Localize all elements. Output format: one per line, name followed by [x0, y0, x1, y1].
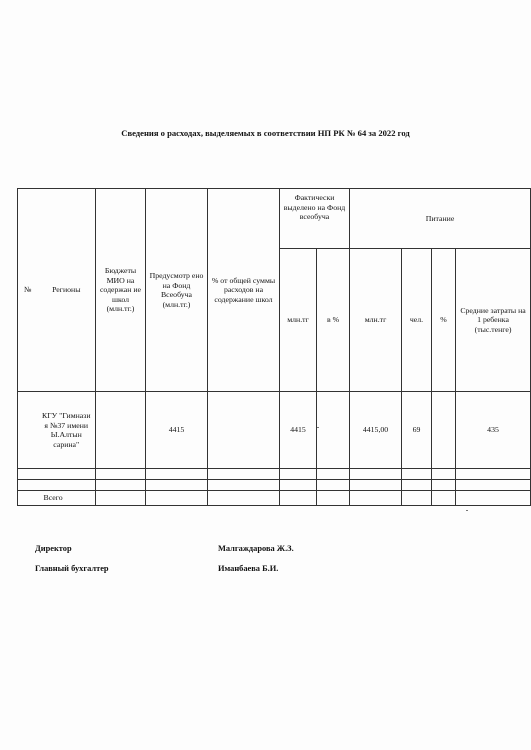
header-num: №: [18, 189, 38, 392]
accountant-title: Главный бухгалтер: [35, 564, 109, 573]
cell-region: КГУ "Гимнази я №37 имени Ы.Алтын сарина": [38, 392, 96, 469]
header-food-pct: %: [432, 249, 456, 392]
header-regions: Регионы: [38, 189, 96, 392]
table-row-empty: [18, 469, 531, 480]
document-title: Сведения о расходах, выделяемых в соответствии НП РК № 64 за 2022 год: [121, 128, 410, 138]
cell-num: [18, 392, 38, 469]
table-row: [18, 392, 531, 469]
cell-actual-pct: [317, 392, 350, 469]
header-food-people: чел.: [402, 249, 432, 392]
total-label: Всего: [38, 491, 96, 506]
header-row-1: [18, 189, 531, 249]
cell-percent-total: [208, 392, 280, 469]
header-food-mln: млн.тг: [350, 249, 402, 392]
total-row: [18, 491, 531, 506]
cell-actual-mln: 4415: [280, 392, 317, 469]
cell-planned: 4415: [146, 392, 208, 469]
accountant-name: Иманбаева Б.И.: [218, 564, 279, 573]
cell-food-mln: 4415,00: [350, 392, 402, 469]
expense-table: [17, 188, 531, 506]
scan-speck: [317, 427, 319, 428]
cell-mio-budget: [96, 392, 146, 469]
scan-speck: [466, 510, 468, 511]
header-actual-pct: в %: [317, 249, 350, 392]
header-food: Питание: [350, 189, 531, 249]
cell-food-people: 69: [402, 392, 432, 469]
header-avg-cost: Средние затраты на 1 ребенка (тыс.тенге): [456, 249, 531, 392]
director-name: Малгаждарова Ж.З.: [218, 544, 294, 553]
cell-food-pct: [432, 392, 456, 469]
header-planned: Предусмотр ено на Фонд Всеобуча (млн.тг.): [146, 189, 208, 392]
header-actual: Фактически выделено на Фонд всеобуча: [280, 189, 350, 249]
header-actual-mln: млн.тг: [280, 249, 317, 392]
director-title: Директор: [35, 544, 72, 553]
header-percent-total: % от общей суммы расходов на содержание школ: [208, 189, 280, 392]
cell-avg-cost: 435: [456, 392, 531, 469]
table-row-empty: [18, 480, 531, 491]
header-mio-budgets: Бюджеты МИО на содержан ие школ (млн.тг.): [96, 189, 146, 392]
